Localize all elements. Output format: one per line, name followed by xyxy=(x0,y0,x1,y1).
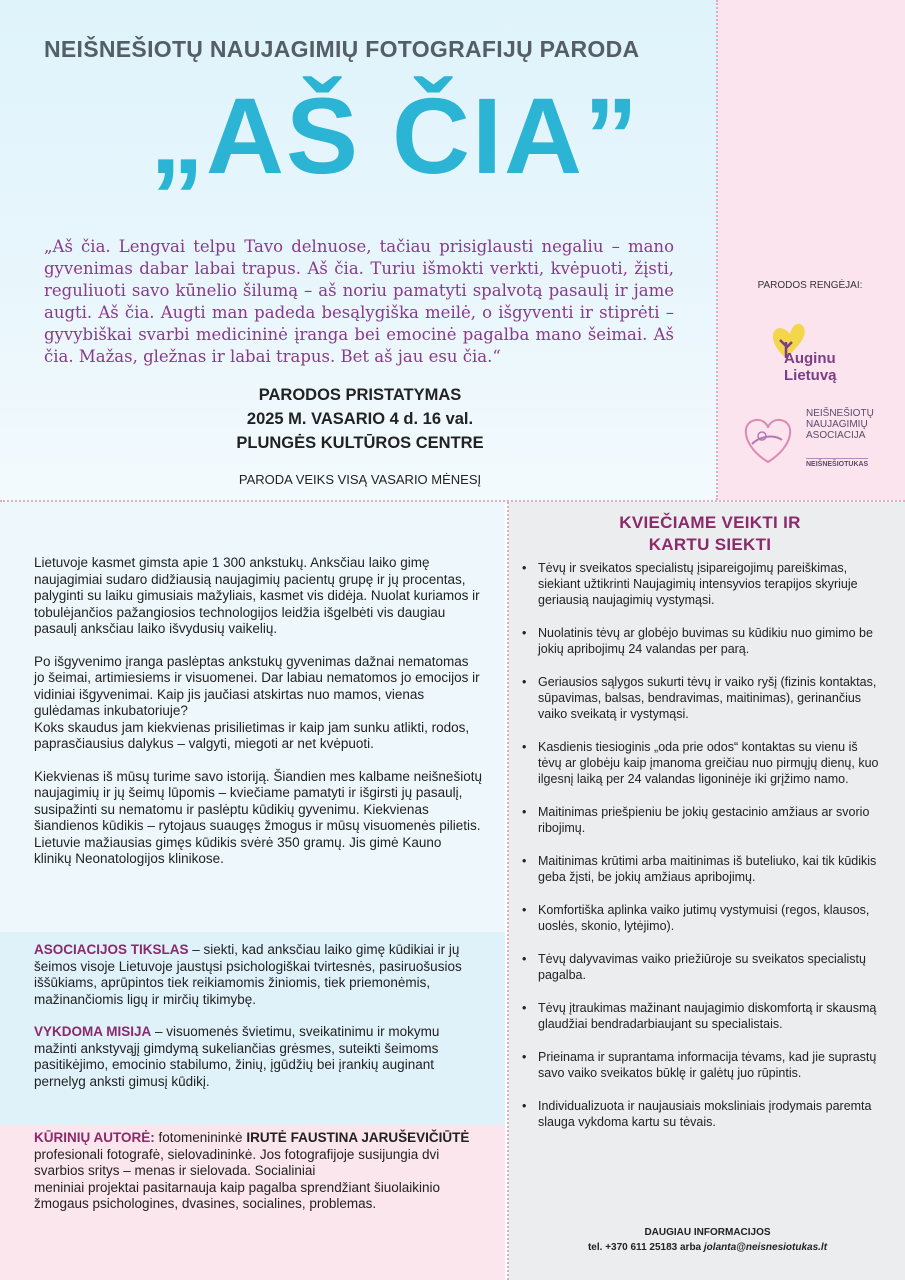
bullet-icon: • xyxy=(522,1099,527,1113)
exhibition-title: „AŠ ČIA” xyxy=(150,75,641,196)
organizers-label: PARODOS RENGĖJAI: xyxy=(757,280,863,291)
intro-paragraph: Po išgyvenimo įranga paslėptas ankstukų gyvenimas dažnai nematomas jo šeimai, artimiesiems ir visuomenei. Dar labiau nematomos jo emocijos ir vidiniai išgyvenimai. Kaip jis jaučiasi atskirtas nuo mamos, vienas gulėdamas inkubatoriuje? Koks skaudus jam kiekvienas prisilietimas ir kaip jam sunku atlikti, rodos, paprasčiausius dalykus – valgyti, miegoti ar net kvėpuoti. xyxy=(34,653,480,751)
call-to-action-list xyxy=(520,560,880,1147)
bullet-icon: • xyxy=(522,952,527,966)
bullet-icon: • xyxy=(522,1001,527,1015)
mission-text: – visuomenės švietimu, sveikatinimu ir mokymu mažinti ankstyvąjį gimdymą sukeliančias grėsmes, suteikti šeimoms pasitikėjimo, emocinio stabilumo, žinių, įgūdžių bei įrankių auginant pernelyg anksti gimusį kūdikį. xyxy=(34,1024,440,1089)
divider-vertical xyxy=(716,0,718,500)
goal-paragraph xyxy=(34,942,482,1008)
mission-label: VYKDOMA MISIJA xyxy=(34,1024,152,1039)
bullet-icon: • xyxy=(522,561,527,575)
goal-text: – siekti, kad anksčiau laiko gimę kūdikiai ir jų šeimos visoje Lietuvoje jaustųsi psichologiškai tvirtesnės, pasiruošusios iššūkiams, aprūpintos tiek reikiamomis žiniomis, tiek priemonėmis, mažinančiomis ligų ir mirčių tikimybę. xyxy=(34,942,462,1007)
association-logo-subtitle: NEIŠNEŠIOTUKAS xyxy=(806,458,868,468)
author-description: profesionali fotografė, sielovadininkė. Jos fotografijoje susijungia dvi svarbios sritys – menas ir sielovada. Socialiniai meniniai projektai pasitarnauja kaip pagalba sprendžiant šiuolaikinio žmogaus psichologines, dvasines, socialines, problemas. xyxy=(34,1146,441,1211)
presentation-venue: PLUNGĖS KULTŪROS CENTRE xyxy=(236,434,484,452)
contact-phone: tel. +370 611 25183 arba xyxy=(587,1242,704,1253)
list-item: • Kasdienis tiesioginis „oda prie odos“ kontaktas su vienu iš tėvų ar globėju kaip įmanoma greičiau nuo pirmųjų dienų, kuo ilgesnį laiką per 24 valandas ligoninėje iki grįžimo namo. xyxy=(522,740,879,786)
goal-mission-text xyxy=(34,942,482,1106)
list-item: • Komfortiška aplinka vaiko jutimų vystymuisi (regos, klausos, uoslės, skonio, lytėjimo). xyxy=(522,903,870,933)
contact-email[interactable]: jolanta@neisnesiotukas.lt xyxy=(703,1242,828,1253)
list-item: • Individualizuota ir naujausiais moksliniais įrodymais paremta slauga vykdoma kartu su tėvais. xyxy=(522,1099,872,1129)
author-name: IRUTĖ FAUSTINA JARUŠEVIČIŪTĖ xyxy=(246,1130,470,1145)
bullet-icon: • xyxy=(522,1050,527,1064)
contact-line xyxy=(510,1240,905,1255)
list-item: • Maitinimas krūtimi arba maitinimas iš buteliuko, kai tik kūdikis geba žįsti, be jokių amžiaus apribojimų. xyxy=(522,854,877,884)
list-item: • Tėvų įtraukimas mažinant naujagimio diskomfortą ir skausmą glaudžiai bendradarbiaujant su specialistais. xyxy=(522,1001,877,1031)
intro-text xyxy=(34,555,482,884)
presentation-info xyxy=(200,383,520,455)
list-item: • Tėvų ir sveikatos specialistų įsipareigojimų pareiškimas, siekiant užtikrinti Naujagimių intensyvios terapijos skyriuje geriausią naujagimių vystymąsi. xyxy=(522,561,858,607)
exhibition-quote: „Aš čia. Lengvai telpu Tavo delnuose, tačiau prisiglausti negaliu – mano gyvenimas dabar labai trapus. Aš čia. Turiu išmokti verkti, kvėpuoti, žįsti, reguliuoti savo kūnelio šilumą – aš noriu pamatyti spalvotą pasaulį ir jame augti. Aš čia. Augti man padeda besąlygiška meilė, o išgyventi ir stiprėti – gyvybiškai svarbi medicininė įranga bei emocinė pagalba mano šeimai. Aš čia. Mažas, gležnas ir labai trapus. Bet aš jau esu čia.“ xyxy=(44,237,674,366)
bullet-icon: • xyxy=(522,854,527,868)
call-to-action-title: KVIEČIAME VEIKTI IR KARTU SIEKTI xyxy=(619,513,801,554)
list-item: • Geriausios sąlygos sukurti tėvų ir vaiko ryšį (fizinis kontaktas, sūpavimas, balsas, bendravimas, maitinimas), gerinančius vaiko sveikatą ir vystymąsi. xyxy=(522,675,877,721)
bullet-icon: • xyxy=(522,626,527,640)
list-item: • Prieinama ir suprantama informacija tėvams, kad jie suprastų savo vaiko sveikatos būklę ir galėtų juo rūpintis. xyxy=(522,1050,877,1080)
contact-info xyxy=(510,1225,905,1255)
author-text xyxy=(34,1130,482,1229)
intro-paragraph: Kiekvienas iš mūsų turime savo istoriją. Šiandien mes kalbame neišnešiotų naujagimių ir jų šeimų lūpomis – kviečiame pamatyti ir išgirsti jų pasaulį, susipažinti su nematomu ir paslėptu kūdikių gyvenimu. Kiekvienas šiandienos kūdikis – rytojaus suaugęs žmogus ir mūsų visuomenės pilietis. Lietuvie mažiausias gimęs kūdikis svėrė 350 gramų. Jis gimė Kauno klinikų Neonatologijos klinikose. xyxy=(34,768,482,866)
goal-label: ASOCIACIJOS TIKSLAS xyxy=(34,942,189,957)
author-label: KŪRINIŲ AUTORĖ: xyxy=(34,1130,155,1145)
bullet-icon: • xyxy=(522,675,527,689)
author-paragraph xyxy=(34,1130,482,1213)
bullet-icon: • xyxy=(522,740,527,754)
contact-title: DAUGIAU INFORMACIJOS xyxy=(644,1227,771,1238)
list-item: • Maitinimas priešpieniu be jokių gestacinio amžiaus ar svorio ribojimų. xyxy=(522,805,870,835)
auginu-lietuva-logo: Auginu Lietuvą xyxy=(784,350,837,384)
list-item: • Nuolatinis tėvų ar globėjo buvimas su kūdikiu nuo gimimo be jokių apribojimų 24 valandas per parą. xyxy=(522,626,873,656)
bullet-icon: • xyxy=(522,903,527,917)
author-pre: fotomenininkė xyxy=(154,1130,247,1145)
presentation-date: 2025 M. VASARIO 4 d. 16 val. xyxy=(246,410,474,428)
presentation-line: PARODOS PRISTATYMAS xyxy=(258,386,462,404)
bullet-icon: • xyxy=(522,805,527,819)
divider-vertical-lower xyxy=(507,502,509,1280)
association-logo-text: NEIŠNEŠIOTŲ NAUJAGIMIŲ ASOCIACIJA xyxy=(806,408,874,441)
list-item: • Tėvų dalyvavimas vaiko priežiūroje su sveikatos specialistų pagalba. xyxy=(522,952,866,982)
intro-paragraph: Lietuvoje kasmet gimsta apie 1 300 ankstukų. Anksčiau laiko gimę naujagimiai sudaro didžiausią naujagimių pacientų grupę ir jų procentas, palyginti su laiku gimusiais mažyliais, kasmet vis didėja. Nuolat kuriamos ir tobulėjančios pažangiosios technologijos leidžia išgelbėti vis daugiau pasaulį anksčiau laiko išvydusių vaikelių. xyxy=(34,555,480,636)
month-note: PARODA VEIKS VISĄ VASARIO MĖNESĮ xyxy=(238,472,482,487)
exhibition-supertitle: NEIŠNEŠIOTŲ NAUJAGIMIŲ FOTOGRAFIJŲ PARODA xyxy=(44,36,640,62)
mission-paragraph xyxy=(34,1024,482,1090)
